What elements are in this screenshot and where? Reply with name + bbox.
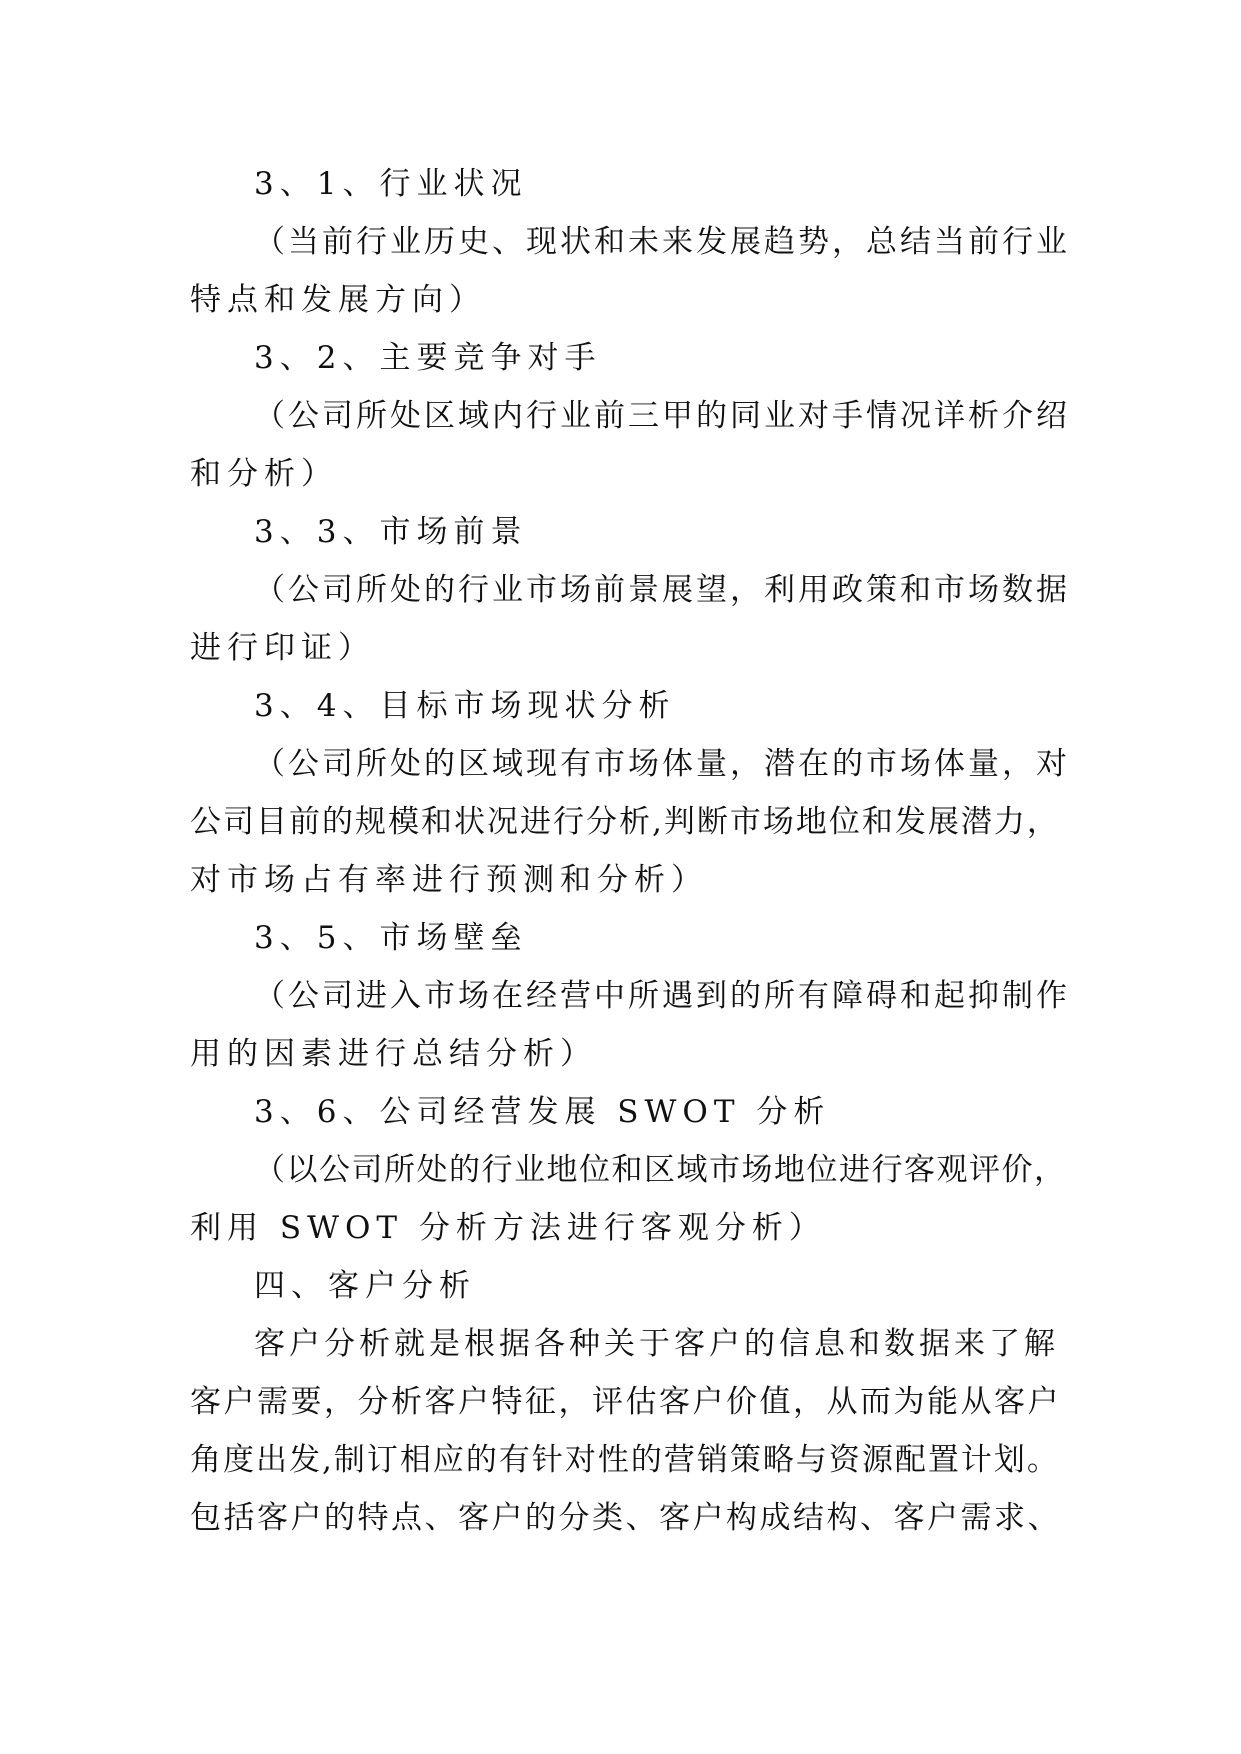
section-heading: 四、客户分析 <box>254 1268 476 1304</box>
paragraph-line: 利用 SWOT 分析方法进行客观分析） <box>190 1210 826 1246</box>
section-heading: 3、3、市场前景 <box>254 514 528 550</box>
paragraph-line: 对市场占有率进行预测和分析） <box>190 862 708 898</box>
section-heading: 3、1、行业状况 <box>254 166 528 202</box>
paragraph-line: 包括客户的特点、客户的分类、客户构成结构、客户需求、 <box>190 1500 1061 1536</box>
section-heading: 3、2、主要竞争对手 <box>254 340 602 376</box>
section-heading: 3、5、市场壁垒 <box>254 920 528 956</box>
paragraph-line: （公司所处的行业市场前景展望，利用政策和市场数据 <box>254 572 1070 608</box>
paragraph-line: 用的因素进行总结分析） <box>190 1036 597 1072</box>
paragraph-line: 特点和发展方向） <box>190 282 486 318</box>
paragraph-line: （公司进入市场在经营中所遇到的所有障碍和起抑制作 <box>254 978 1070 1014</box>
paragraph-line: （公司所处的区域现有市场体量，潜在的市场体量，对 <box>254 746 1070 782</box>
section-heading: 3、4、目标市场现状分析 <box>254 688 676 724</box>
paragraph-line: 角度出发,制订相应的有针对性的营销策略与资源配置计划。 <box>190 1442 1060 1478</box>
paragraph-line: 公司目前的规模和状况进行分析,判断市场地位和发展潜力， <box>190 804 1060 840</box>
paragraph-line: 和分析） <box>190 456 338 492</box>
paragraph-line: 客户需要，分析客户特征，评估客户价值，从而为能从客户 <box>190 1384 1061 1420</box>
paragraph-line: （当前行业历史、现状和未来发展趋势，总结当前行业 <box>254 224 1070 260</box>
paragraph-line: 进行印证） <box>190 630 375 666</box>
paragraph-line: （公司所处区域内行业前三甲的同业对手情况详析介绍 <box>254 398 1070 434</box>
document-body <box>190 155 1070 1547</box>
paragraph-line: （以公司所处的行业地位和区域市场地位进行客观评价， <box>254 1152 1067 1188</box>
section-heading: 3、6、公司经营发展 SWOT 分析 <box>254 1094 831 1130</box>
paragraph-line: 客户分析就是根据各种关于客户的信息和数据来了解 <box>254 1326 1059 1362</box>
